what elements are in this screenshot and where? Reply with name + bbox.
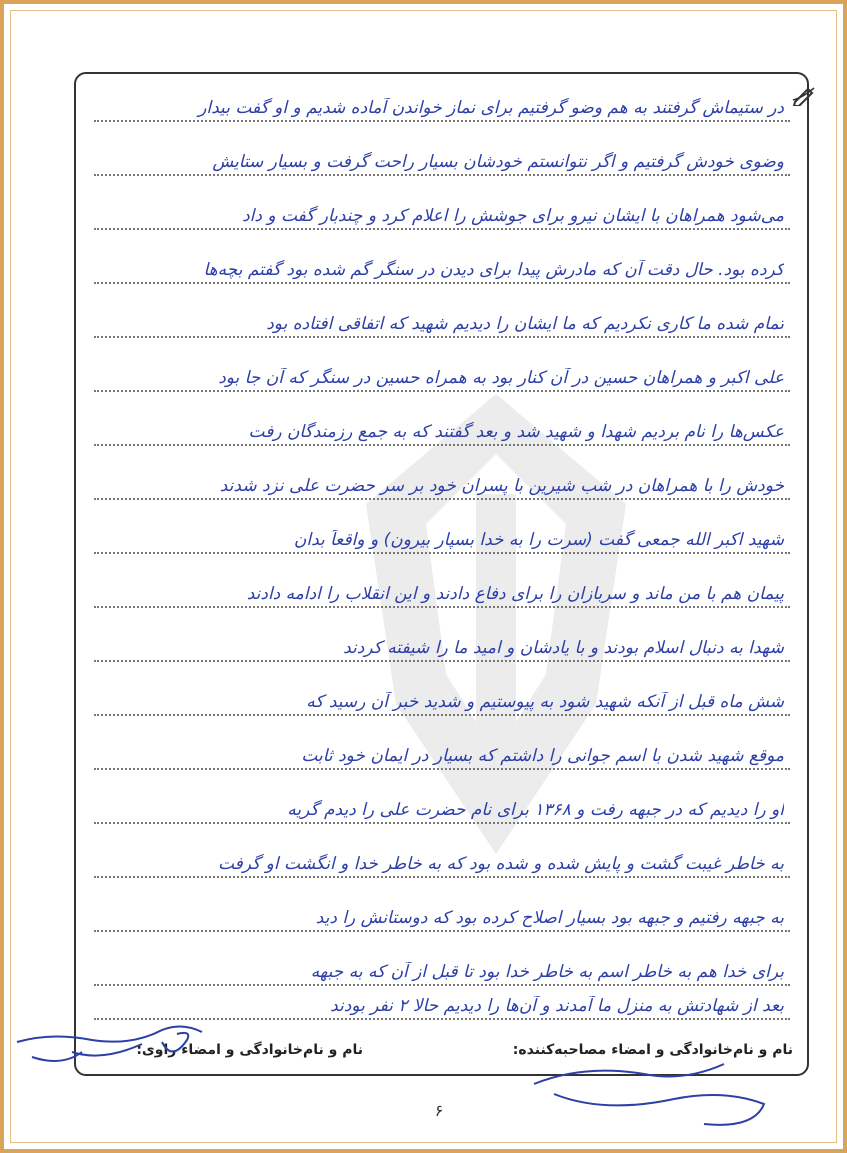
writing-line	[94, 878, 790, 932]
writing-line	[94, 824, 790, 878]
writing-line	[94, 122, 790, 176]
handwriting-text: عکس‌ها را نام بردیم شهدا و شهید شد و بعد گفتند که به جمع رزمندگان رفت	[248, 422, 784, 442]
handwriting-text: شهید اکبر الله جمعی گفت (سرت را به خدا بسپار بیرون) و واقعاً بدان	[293, 530, 784, 550]
writing-line	[94, 338, 790, 392]
handwriting-text: شهدا به دنبال اسلام بودند و با یادشان و امید ما را شیفته کردند	[343, 638, 784, 658]
writing-line	[94, 446, 790, 500]
handwriting-text: کرده بود. حال دقت آن که مادرش پیدا برای دیدن در سنگر گم شده بود گفتم بچه‌ها	[203, 260, 784, 280]
handwriting-text: شش ماه قبل از آنکه شهید شود به پیوستیم و شدید خبر آن رسید که	[306, 692, 784, 712]
narrator-signature-label: نام و نام‌خانوادگی و امضاء راوی:	[136, 1042, 363, 1058]
writing-line	[94, 392, 790, 446]
handwriting-text: پیمان هم با من ماند و سربازان را برای دفاع دادند و این انقلاب را ادامه دادند	[246, 584, 784, 604]
writing-line	[94, 608, 790, 662]
handwriting-text: به خاطر غیبت گشت و پایش شده و شده بود که به خاطر خدا و انگشت او گرفت	[217, 854, 784, 874]
handwriting-text: علی اکبر و همراهان حسین در آن کنار بود به همراه حسین در سنگر که آن جا بود	[218, 368, 784, 388]
interviewer-signature-label: نام و نام‌خانوادگی و امضاء مصاحبه‌کننده:	[512, 1042, 793, 1058]
handwriting-text: موقع شهید شدن با اسم جوانی را داشتم که بسیار در ایمان خود ثابت	[301, 746, 784, 766]
handwriting-text: وضوی خودش گرفتیم و اگر نتوانستم خودشان بسیار راحت گرفت و بسیار ستایش	[212, 152, 784, 172]
interviewer-signature-icon	[524, 1044, 774, 1134]
narrator-signature-icon	[12, 1012, 212, 1082]
writing-line	[94, 68, 790, 122]
handwriting-text: او را دیدیم که در جبهه رفت و ۱۳۶۸ برای نام حضرت علی را دیدم گریه	[287, 800, 784, 820]
handwriting-text: برای خدا هم به خاطر اسم به خاطر خدا بود تا قبل از آن که به جبهه	[310, 962, 784, 982]
page-number: ۶	[434, 1101, 444, 1120]
pen-icon	[792, 84, 816, 106]
handwriting-text: می‌شود همراهان با ایشان نیرو برای جوشش را اعلام کرد و چندبار گفت و داد	[242, 206, 784, 226]
handwriting-text: بعد از شهادتش به منزل ما آمدند و آن‌ها را دیدیم حالا ۲ نفر بودند	[330, 996, 784, 1016]
writing-line	[94, 662, 790, 716]
handwriting-text: در ستیماش گرفتند به هم وضو گرفتیم برای نماز خواندن آماده شدیم و او گفت بیدار	[198, 98, 784, 118]
writing-line	[94, 230, 790, 284]
writing-line	[94, 500, 790, 554]
writing-line	[94, 554, 790, 608]
handwriting-text: تمام شده ما کاری نکردیم که ما ایشان را دیدیم شهید که اتفاقی افتاده بود	[266, 314, 784, 334]
handwriting-text: خودش را با همراهان در شب شیرین با پسران خود بر سر حضرت علی نزد شدند	[219, 476, 784, 496]
handwriting-text: به جبهه رفتیم و جبهه بود بسیار اصلاح کرده بود که دوستانش را دید	[315, 908, 784, 928]
writing-line	[94, 284, 790, 338]
writing-line	[94, 716, 790, 770]
writing-line	[94, 176, 790, 230]
writing-line	[94, 770, 790, 824]
